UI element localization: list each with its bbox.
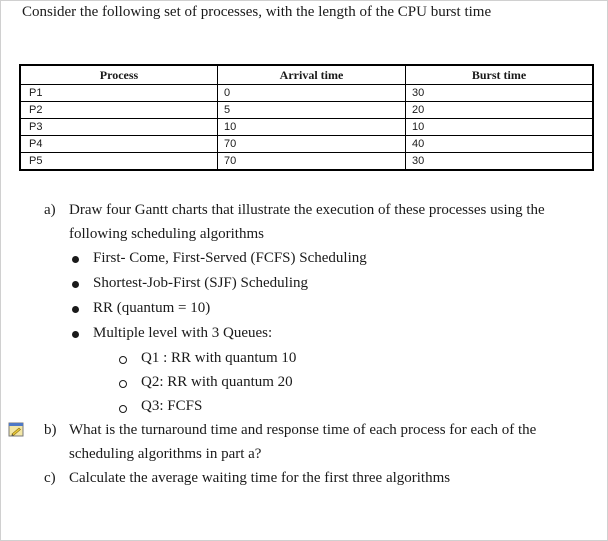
- cell-arrival: 70: [218, 153, 406, 171]
- table-row: [20, 119, 593, 136]
- cell-process: P1: [20, 85, 218, 102]
- bullet-icon: [72, 281, 79, 288]
- question-a-marker: a): [44, 202, 56, 218]
- algorithm-item-multilevel: Multiple level with 3 Queues:: [93, 325, 273, 341]
- comment-note-icon[interactable]: [8, 422, 24, 438]
- circle-bullet-icon: [119, 405, 127, 413]
- algorithm-item-sjf: Shortest-Job-First (SJF) Scheduling: [93, 275, 309, 291]
- question-a-line1: Draw four Gantt charts that illustrate the execution of these processes using the: [69, 202, 545, 218]
- question-c-marker: c): [44, 470, 56, 486]
- queue-item-q2: Q2: RR with quantum 20: [141, 374, 293, 390]
- algorithm-item-fcfs: First- Come, First-Served (FCFS) Scheduling: [93, 250, 367, 266]
- cell-process: P3: [20, 119, 218, 136]
- cell-burst: 30: [406, 153, 594, 171]
- cell-arrival: 0: [218, 85, 406, 102]
- header-arrival-time: Arrival time: [218, 65, 406, 85]
- question-b-marker: b): [44, 422, 57, 438]
- cell-process: P5: [20, 153, 218, 171]
- process-table: [19, 64, 594, 171]
- cell-burst: 20: [406, 102, 594, 119]
- table-row: [20, 102, 593, 119]
- cell-burst: 40: [406, 136, 594, 153]
- cell-burst: 30: [406, 85, 594, 102]
- table-row: [20, 136, 593, 153]
- bullet-icon: [72, 331, 79, 338]
- circle-bullet-icon: [119, 356, 127, 364]
- bullet-icon: [72, 306, 79, 313]
- cell-arrival: 70: [218, 136, 406, 153]
- cell-arrival: 10: [218, 119, 406, 136]
- cell-process: P2: [20, 102, 218, 119]
- table-row: [20, 153, 593, 171]
- intro-text: Consider the following set of processes, with the length of the CPU burst time: [22, 4, 492, 20]
- question-c-line1: Calculate the average waiting time for the first three algorithms: [69, 470, 451, 486]
- cell-process: P4: [20, 136, 218, 153]
- queue-item-q1: Q1 : RR with quantum 10: [141, 350, 297, 366]
- bullet-icon: [72, 256, 79, 263]
- question-b-line1: What is the turnaround time and response time of each process for each of the: [69, 422, 537, 438]
- question-b-line2: scheduling algorithms in part a?: [69, 446, 262, 462]
- header-process: Process: [20, 65, 218, 85]
- table-row: [20, 85, 593, 102]
- queue-item-q3: Q3: FCFS: [141, 398, 203, 414]
- header-burst-time: Burst time: [406, 65, 594, 85]
- cell-arrival: 5: [218, 102, 406, 119]
- algorithm-item-rr: RR (quantum = 10): [93, 300, 211, 316]
- circle-bullet-icon: [119, 380, 127, 388]
- table-header-row: [20, 65, 593, 85]
- cell-burst: 10: [406, 119, 594, 136]
- question-a-line2: following scheduling algorithms: [69, 226, 264, 242]
